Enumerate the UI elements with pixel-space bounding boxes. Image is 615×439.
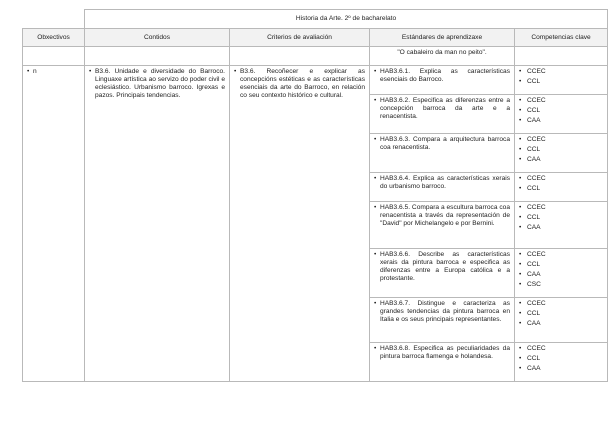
bullet-icon: • — [519, 117, 522, 124]
bullet-icon: • — [374, 251, 377, 258]
objective-text: n — [33, 68, 37, 75]
competency-label: CCEC — [527, 251, 546, 258]
standard-text: HAB3.6.5. Compara a escultura barroca coa renacentista a través da representación de "David" por Michelangelo e por Bernini. — [380, 204, 510, 227]
carry-over-row — [23, 47, 608, 66]
bullet-icon: • — [27, 68, 30, 75]
competency-label: CCL — [527, 185, 541, 192]
list-item — [519, 185, 603, 195]
criterion-text: B3.6. Recoñecer e explicar as concepcións estéticas e as características esenciais da arte do Barroco, en relación co seu contexto histórico e cultural. — [240, 68, 365, 99]
standard-text: HAB3.6.6. Describe as características xerais da pintura barroca e especifica as diferenzas entre a Europa católica e a protestante. — [380, 251, 510, 282]
list-item — [519, 365, 603, 375]
standard-cell — [370, 249, 515, 298]
list-item — [519, 107, 603, 117]
carry-objectives-cell — [23, 47, 85, 66]
bullet-icon: • — [519, 310, 522, 317]
bullet-icon: • — [519, 224, 522, 231]
bullet-icon: • — [519, 355, 522, 362]
standard-cell — [370, 343, 515, 382]
bullet-icon: • — [519, 97, 522, 104]
bullet-icon: • — [519, 78, 522, 85]
competency-label: CCL — [527, 261, 541, 268]
bullet-icon: • — [519, 146, 522, 153]
table-title: Historia da Arte. 2º de bacharelato — [85, 10, 608, 29]
header-standards: Estándares de aprendizaxe — [370, 29, 515, 47]
bullet-icon: • — [519, 185, 522, 192]
list-item — [519, 345, 603, 355]
list-item — [519, 320, 603, 330]
header-criteria: Criterios de avaliación — [230, 29, 370, 47]
list-item — [519, 281, 603, 291]
list-item — [519, 204, 603, 214]
list-item — [519, 251, 603, 261]
list-item — [519, 117, 603, 127]
list-item — [519, 271, 603, 281]
content-text: B3.6. Unidade e diversidade do Barroco. Linguaxe artística ao servizo do poder civil e eclesiástico. Urbanismo barroco. Igrexas e pazos. Principais tendencias. — [95, 68, 225, 99]
empty-corner-cell — [23, 10, 85, 29]
bullet-icon: • — [374, 97, 377, 104]
competency-label: CCEC — [527, 345, 546, 352]
list-item — [519, 97, 603, 107]
curriculum-table — [22, 9, 608, 382]
competency-label: CCEC — [527, 204, 546, 211]
standard-text: HAB3.6.8. Especifica as peculiaridades da pintura barroca flamenga e holandesa. — [380, 345, 510, 360]
standard-cell — [370, 298, 515, 343]
list-item — [519, 78, 603, 88]
carry-criteria-cell — [230, 47, 370, 66]
table-row — [23, 66, 608, 95]
bullet-icon: • — [374, 300, 377, 307]
bullet-icon: • — [519, 68, 522, 75]
standard-text: HAB3.6.7. Distingue e caracteriza as grandes tendencias da pintura barroca en Italia e os seus principais representantes. — [380, 300, 510, 323]
header-contents: Contidos — [85, 29, 230, 47]
bullet-icon: • — [374, 204, 377, 211]
standard-cell — [370, 202, 515, 249]
list-item — [519, 310, 603, 320]
bullet-icon: • — [519, 281, 522, 288]
list-item — [519, 68, 603, 78]
competency-cell — [515, 95, 608, 134]
competency-cell — [515, 298, 608, 343]
competency-label: CCL — [527, 355, 541, 362]
bullet-icon: • — [374, 68, 377, 75]
bullet-icon: • — [374, 345, 377, 352]
competency-label: CAA — [527, 156, 541, 163]
standard-cell — [370, 66, 515, 95]
list-item — [519, 261, 603, 271]
standard-cell — [370, 173, 515, 202]
bullet-icon: • — [519, 156, 522, 163]
carry-contents-cell — [85, 47, 230, 66]
standard-text: HAB3.6.2. Especifica as diferenzas entre a concepción barroca da arte e a renacentista. — [380, 97, 510, 120]
criterion-cell — [230, 66, 370, 382]
competency-cell — [515, 343, 608, 382]
competency-label: CCEC — [527, 300, 546, 307]
standard-text: HAB3.6.3. Compara a arquitectura barroca coa renacentista. — [380, 136, 510, 151]
competency-cell — [515, 202, 608, 249]
bullet-icon: • — [519, 300, 522, 307]
list-item — [519, 300, 603, 310]
list-item — [519, 146, 603, 156]
header-row — [23, 29, 608, 47]
list-item — [519, 214, 603, 224]
competency-cell — [515, 66, 608, 95]
list-item — [519, 355, 603, 365]
competency-label: CAA — [527, 117, 541, 124]
title-row — [23, 10, 608, 29]
competency-label: CAA — [527, 365, 541, 372]
competency-label: CCL — [527, 78, 541, 85]
bullet-icon: • — [89, 68, 92, 75]
competency-cell — [515, 173, 608, 202]
competency-label: CCEC — [527, 175, 546, 182]
objective-cell — [23, 66, 85, 382]
competency-label: CCL — [527, 310, 541, 317]
bullet-icon: • — [519, 261, 522, 268]
bullet-icon: • — [519, 251, 522, 258]
competency-label: CCEC — [527, 97, 546, 104]
competency-label: CCEC — [527, 136, 546, 143]
standard-text: HAB3.6.4. Explica as características xerais do urbanismo barroco. — [380, 175, 510, 190]
bullet-icon: • — [519, 345, 522, 352]
bullet-icon: • — [374, 136, 377, 143]
competency-cell — [515, 134, 608, 173]
competency-label: CCL — [527, 214, 541, 221]
competency-label: CCL — [527, 146, 541, 153]
bullet-icon: • — [519, 107, 522, 114]
standard-cell — [370, 95, 515, 134]
list-item — [519, 136, 603, 146]
list-item — [519, 224, 603, 234]
content-cell — [85, 66, 230, 382]
bullet-icon: • — [519, 214, 522, 221]
competency-label: CCL — [527, 107, 541, 114]
bullet-icon: • — [519, 320, 522, 327]
list-item — [519, 156, 603, 166]
competency-label: CAA — [527, 271, 541, 278]
competency-label: CAA — [527, 224, 541, 231]
bullet-icon: • — [374, 175, 377, 182]
bullet-icon: • — [519, 204, 522, 211]
standard-cell — [370, 134, 515, 173]
bullet-icon: • — [519, 271, 522, 278]
competency-label: CCEC — [527, 68, 546, 75]
competency-cell — [515, 249, 608, 298]
competency-label: CSC — [527, 281, 541, 288]
competency-label: CAA — [527, 320, 541, 327]
list-item — [519, 175, 603, 185]
header-objectives: Obxectivos — [23, 29, 85, 47]
header-competencies: Competencias clave — [515, 29, 608, 47]
bullet-icon: • — [519, 136, 522, 143]
carry-over-standard: "O cabaleiro da man no peito". — [370, 47, 515, 66]
bullet-icon: • — [234, 68, 237, 75]
bullet-icon: • — [519, 365, 522, 372]
carry-competencies-cell — [515, 47, 608, 66]
bullet-icon: • — [519, 175, 522, 182]
standard-text: HAB3.6.1. Explica as características esenciais do Barroco. — [380, 68, 510, 83]
